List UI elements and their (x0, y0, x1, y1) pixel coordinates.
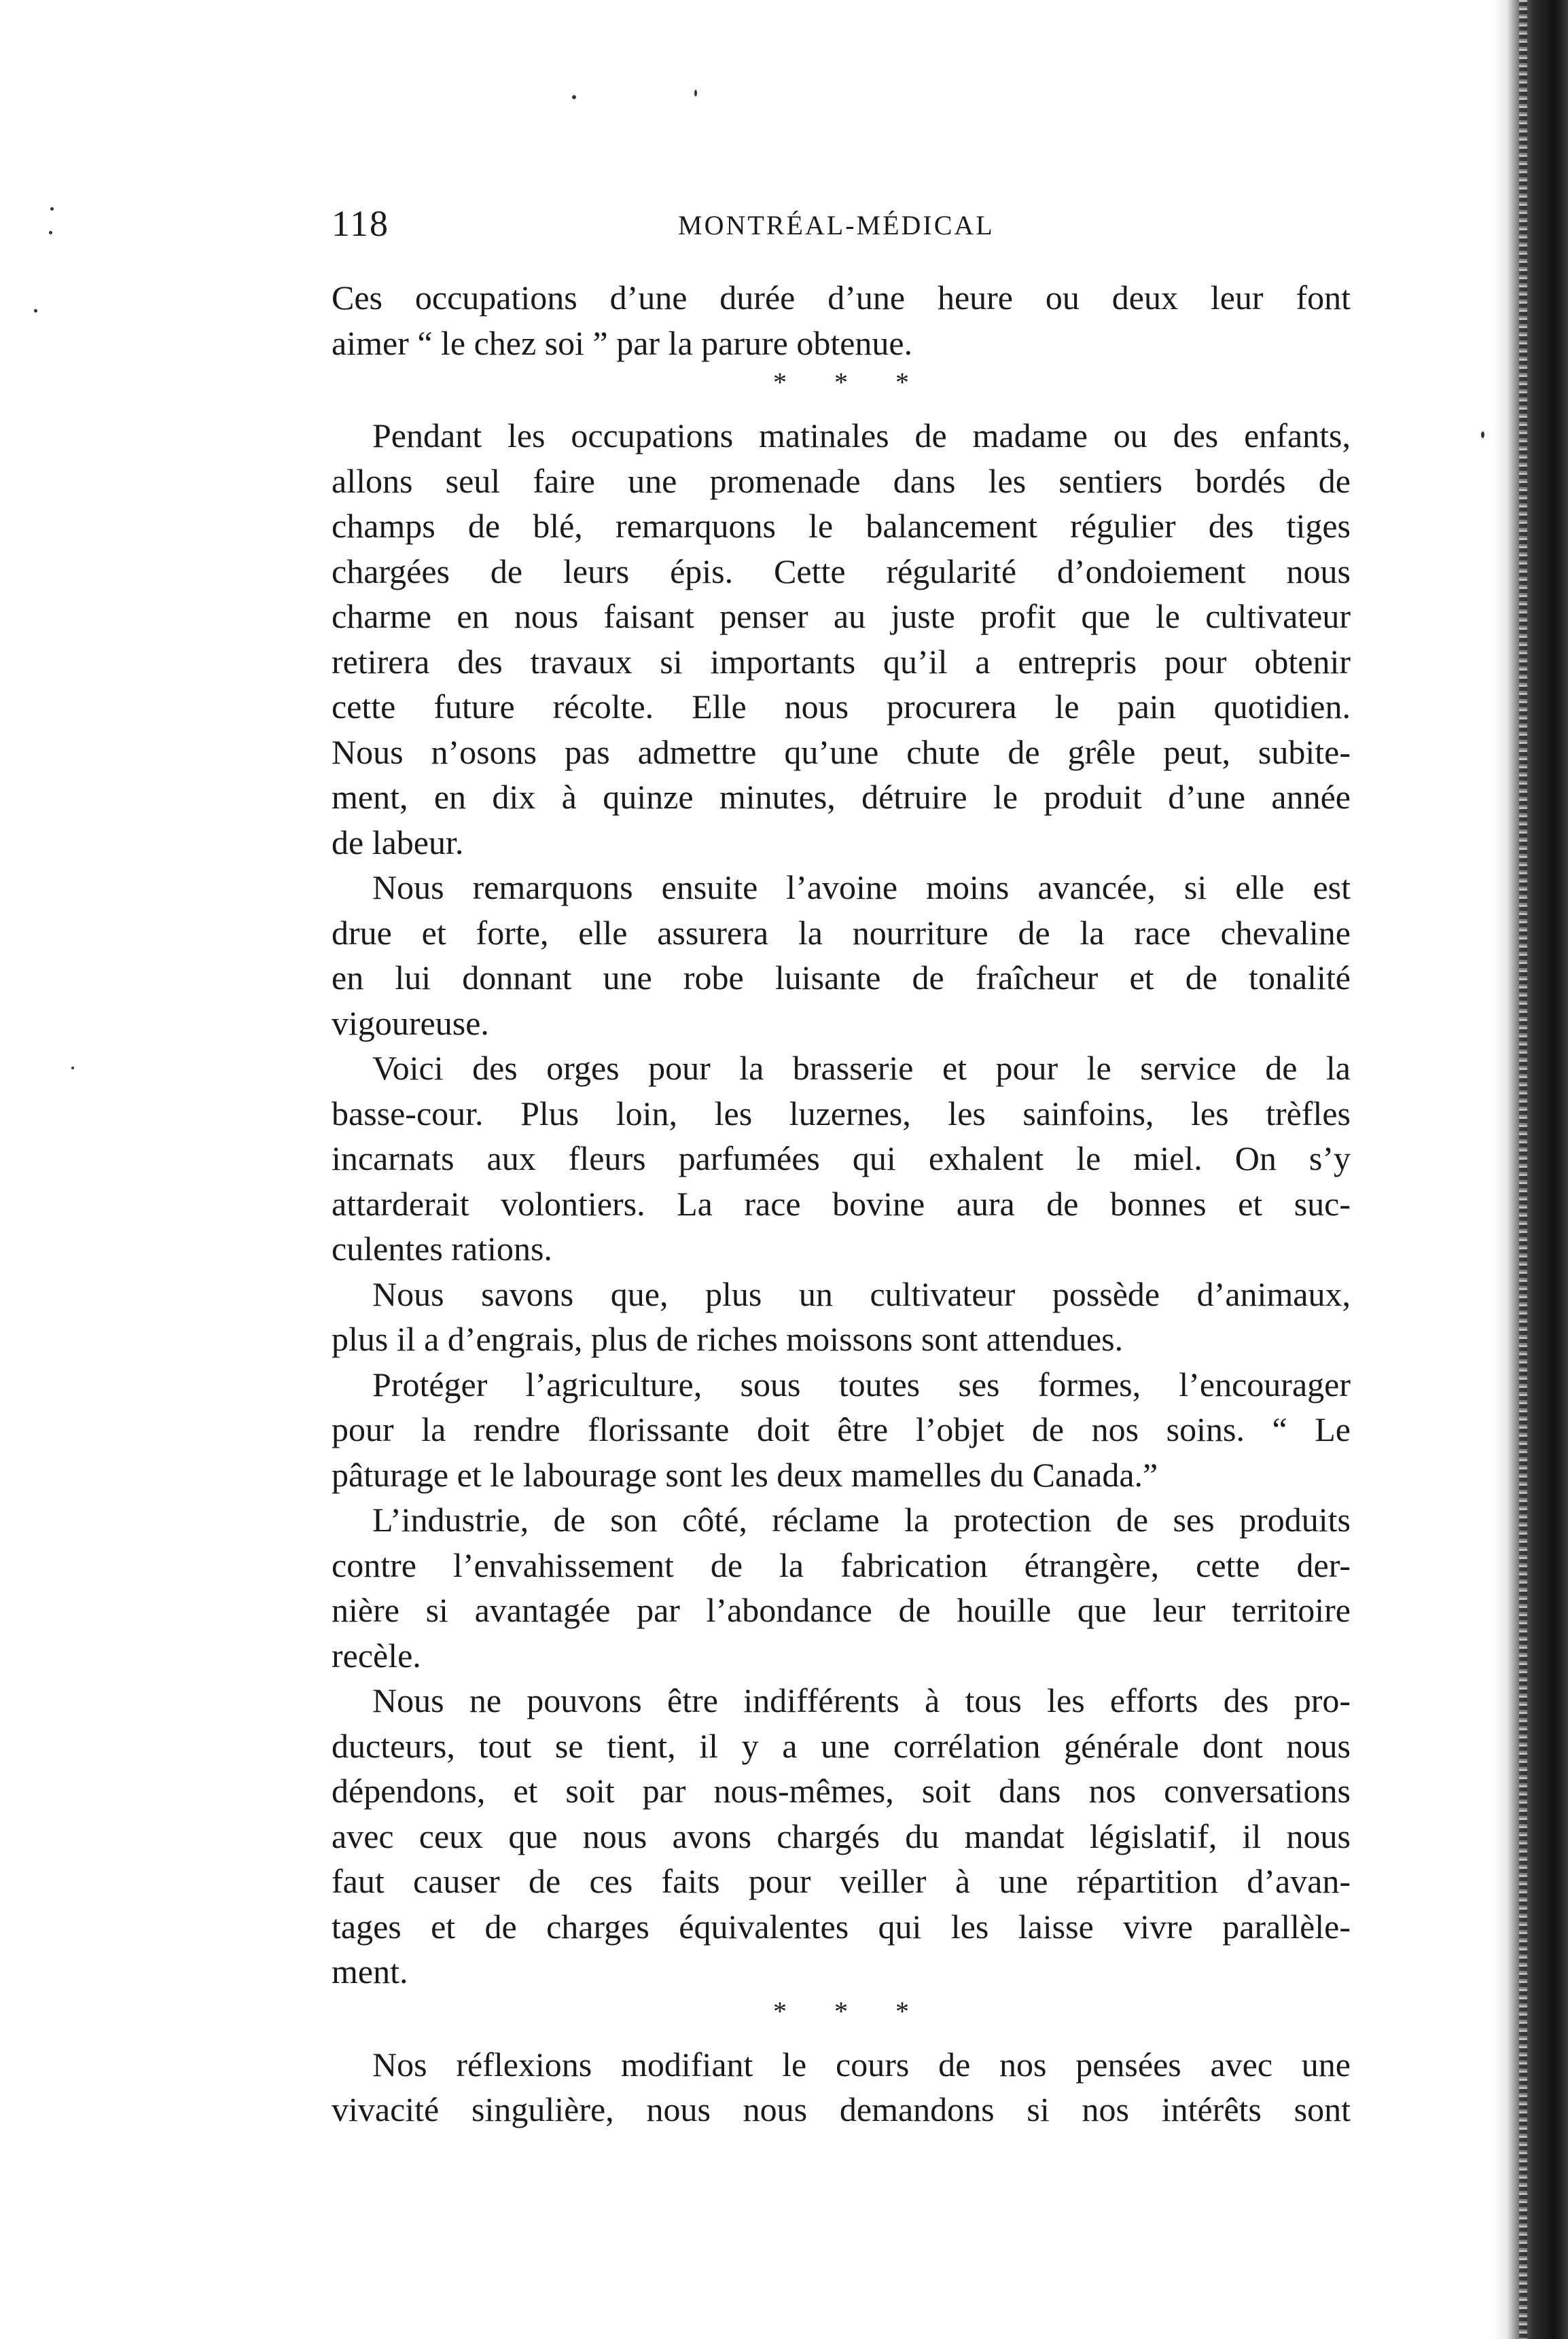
text-line: ducteurs, tout se tient, il y a une corrélation générale dont nous (332, 1726, 1351, 1765)
text-line: de labeur. (332, 823, 464, 861)
text-line: en lui donnant une robe luisante de fraîcheur et de tonalité (332, 959, 1351, 997)
scan-speck (71, 1067, 74, 1069)
book-binding-edge (1493, 0, 1568, 2339)
scan-speck (572, 95, 576, 99)
body-text (332, 275, 1351, 2132)
text-line: charme en nous faisant penser au juste profit que le cultivateur (332, 597, 1351, 635)
text-line: vivacité singulière, nous nous demandons si nos intérêts sont (332, 2090, 1351, 2128)
text-line: faut causer de ces faits pour veiller à une répartition d’avan- (332, 1862, 1351, 1900)
text-line: nière si avantagée par l’abondance de houille que leur territoire (332, 1591, 1351, 1629)
text-line: attarderait volontiers. La race bovine aura de bonnes et suc- (332, 1184, 1351, 1223)
text-line: contre l’envahissement de la fabrication étrangère, cette der- (332, 1546, 1351, 1584)
text-line: Voici des orges pour la brasserie et pour le service de la (372, 1049, 1351, 1087)
scan-speck (34, 309, 37, 313)
text-line: ment. (332, 1952, 408, 1990)
text-line: allons seul faire une promenade dans les sentiers bordés de (332, 461, 1351, 500)
scan-speck (694, 90, 697, 96)
text-line: Nos réflexions modifiant le cours de nos pensées avec une (372, 2045, 1351, 2084)
text-line: drue et forte, elle assurera la nourriture de la race chevaline (332, 913, 1351, 952)
text-line: chargées de leurs épis. Cette régularité d’ondoiement nous (332, 552, 1351, 590)
text-line: incarnats aux fleurs parfumées qui exhalent le miel. On s’y (332, 1139, 1351, 1177)
text-line: champs de blé, remarquons le balancement régulier des tiges (332, 507, 1351, 545)
scan-speck (50, 207, 54, 211)
text-line: plus il a d’engrais, plus de riches moissons sont attendues. (332, 1320, 1124, 1358)
scan-speck (49, 231, 52, 234)
text-line: Ces occupations d’une durée d’une heure ou deux leur font (332, 279, 1351, 317)
text-line: Nous ne pouvons être indifférents à tous les efforts des pro- (372, 1681, 1351, 1719)
text-line: aimer “ le chez soi ” par la parure obtenue. (332, 323, 913, 362)
text-line: L’industrie, de son côté, réclame la protection de ses produits (372, 1501, 1351, 1539)
text-line: Pendant les occupations matinales de madame ou des enfants, (372, 416, 1351, 454)
text-line: culentes rations. (332, 1230, 552, 1268)
text-line: ment, en dix à quinze minutes, détruire le produit d’une année (332, 778, 1351, 816)
text-line: pâturage et le labourage sont les deux mamelles du Canada.” (332, 1455, 1158, 1494)
text-line: Nous remarquons ensuite l’avoine moins avancée, si elle est (372, 868, 1351, 906)
text-line: vigoureuse. (332, 1003, 489, 1042)
text-line: cette future récolte. Elle nous procurera le pain quotidien. (332, 688, 1351, 726)
section-separator: * * * (773, 367, 929, 397)
text-line: Nous n’osons pas admettre qu’une chute de grêle peut, subite- (332, 732, 1351, 771)
text-line: basse-cour. Plus loin, les luzernes, les sainfoins, les trèfles (332, 1094, 1351, 1132)
page-header (332, 202, 1351, 250)
text-line: recèle. (332, 1636, 421, 1675)
text-line: retirera des travaux si importants qu’il a entrepris pour obtenir (332, 642, 1351, 681)
running-title: MONTRÉAL-MÉDICAL (678, 210, 995, 240)
text-line: Protéger l’agriculture, sous toutes ses formes, l’encourager (372, 1365, 1351, 1404)
scan-speck (1481, 431, 1484, 438)
text-line: tages et de charges équivalentes qui les laisse vivre parallèle- (332, 1907, 1351, 1946)
text-line: dépendons, et soit par nous-mêmes, soit dans nos conversations (332, 1772, 1351, 1810)
binding-texture (1519, 0, 1527, 2339)
text-line: pour la rendre florissante doit être l’objet de nos soins. “ Le (332, 1410, 1351, 1448)
text-line: Nous savons que, plus un cultivateur possède d’animaux, (372, 1274, 1351, 1313)
spacer (332, 399, 1351, 413)
spacer (332, 2029, 1351, 2042)
section-separator: * * * (773, 1995, 929, 2026)
page-number: 118 (332, 203, 389, 244)
text-line: avec ceux que nous avons chargés du mandat législatif, il nous (332, 1817, 1351, 1855)
